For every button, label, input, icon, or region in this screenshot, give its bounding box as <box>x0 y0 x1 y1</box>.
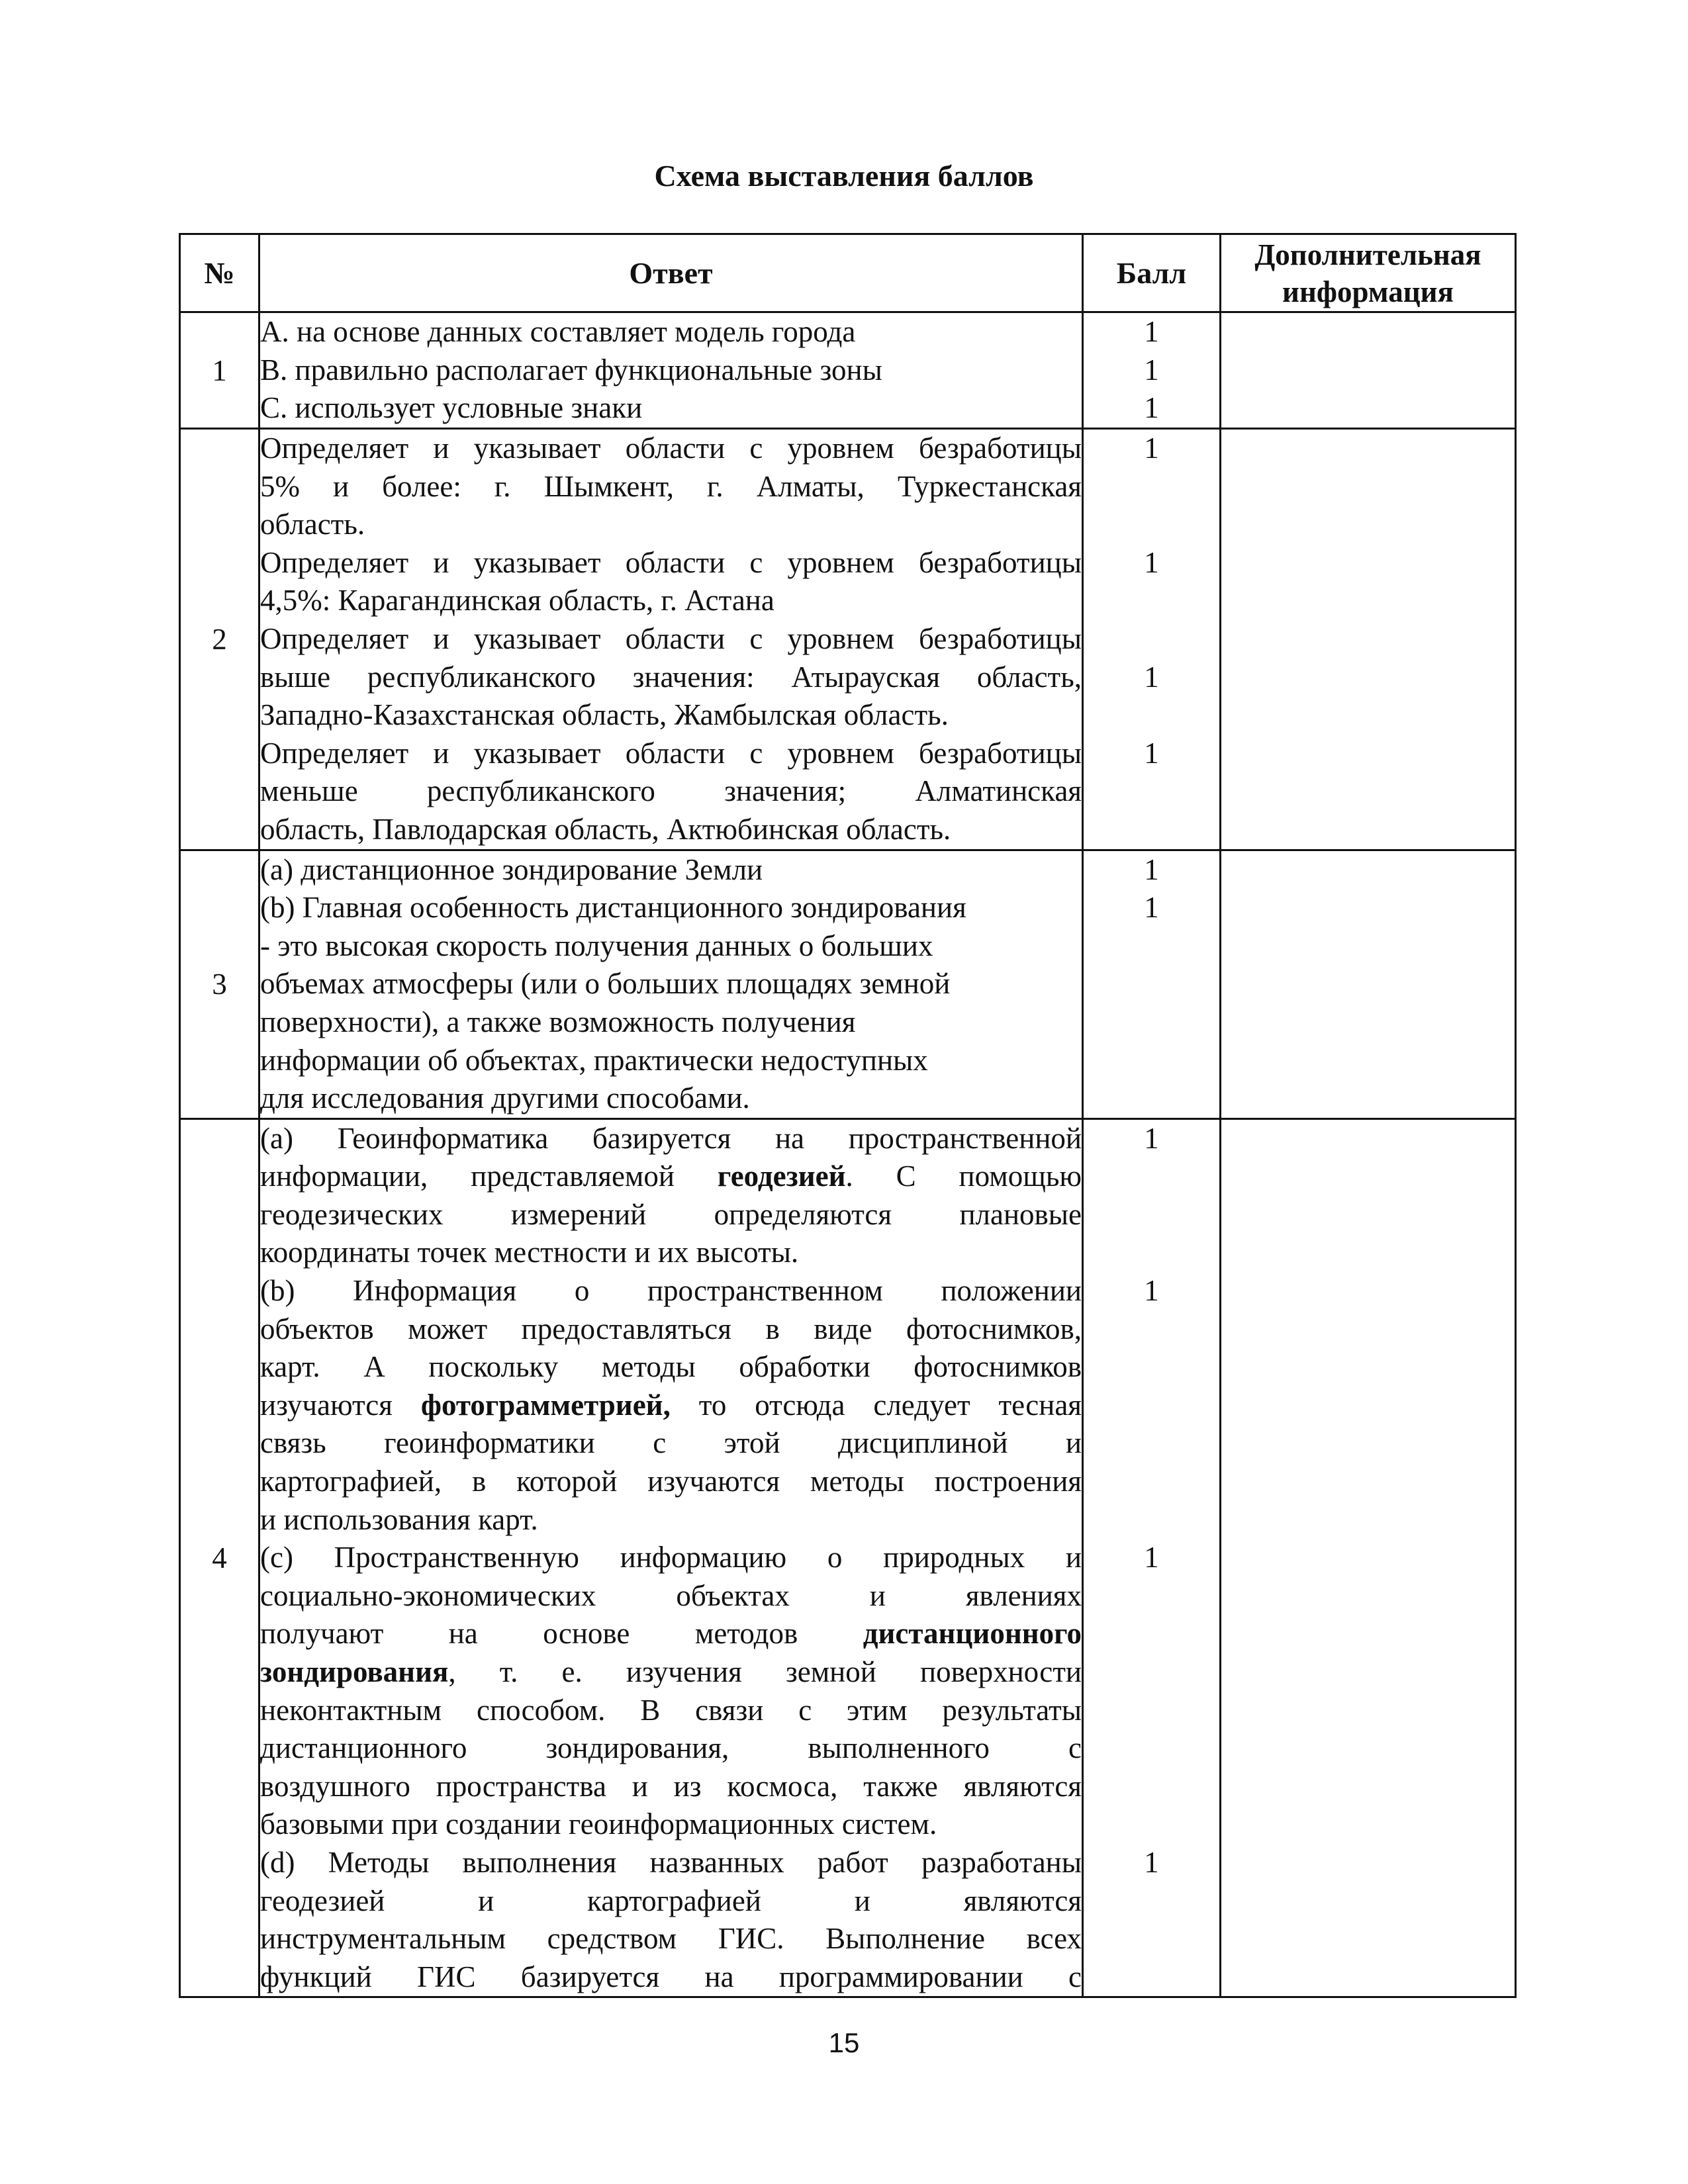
answer-line: С. использует условные знаки <box>260 391 643 425</box>
point-value: 1 <box>1144 391 1159 425</box>
answer-line: выше республиканского значения: Атырауская область, <box>260 660 1082 694</box>
point-value: 1 <box>1144 1121 1159 1155</box>
bold-term: зондирования <box>260 1655 449 1688</box>
point-value: 1 <box>1144 660 1159 694</box>
answer-line: Определяет и указывает области с уровнем безработицы <box>260 621 1082 655</box>
answer-line: Определяет и указывает области с уровнем безработицы <box>260 545 1082 579</box>
answer-line: функций ГИС базируется на программировании с <box>260 1960 1082 1993</box>
table-row <box>180 850 1516 1118</box>
header-additional-line2: информация <box>1282 275 1454 308</box>
answer-line: получают на основе методов дистанционного <box>260 1617 1082 1651</box>
header-num: № <box>180 234 259 312</box>
point-value: 1 <box>1144 315 1159 348</box>
answer-line: неконтактным способом. В связи с этим результаты <box>260 1693 1082 1727</box>
bold-term: дистанционного <box>863 1617 1082 1651</box>
answer-cell <box>259 1118 1083 1997</box>
row-number: 4 <box>180 1118 259 1997</box>
row-number: 2 <box>180 429 259 850</box>
additional-cell <box>1221 429 1516 850</box>
answer-line: (с) Пространственную информацию о природных и <box>260 1541 1082 1574</box>
answer-line: (b) Главная особенность дистанционного зондирования <box>260 891 966 925</box>
answer-line: и использования карт. <box>260 1502 538 1536</box>
answer-line: базовыми при создании геоинформационных систем. <box>260 1807 937 1841</box>
point-value: 1 <box>1144 852 1159 886</box>
page-number: 15 <box>828 2027 860 2058</box>
answer-line: дистанционного зондирования, выполненного с <box>260 1731 1082 1765</box>
points-cell <box>1083 312 1221 429</box>
answer-line: объемах атмосферы (или о больших площадях земной <box>260 967 951 1001</box>
answer-cell <box>259 850 1083 1118</box>
answer-line: меньше республиканского значения; Алматинская <box>260 774 1082 808</box>
answer-line: инструментальным средством ГИС. Выполнение всех <box>260 1922 1082 1956</box>
points-cell <box>1083 429 1221 850</box>
answer-line: (d) Методы выполнения названных работ разработаны <box>260 1845 1082 1879</box>
answer-line: поверхности), а также возможность получения <box>260 1005 856 1038</box>
answer-line: картографией, в которой изучаются методы построения <box>260 1465 1082 1498</box>
points-cell <box>1083 1118 1221 1997</box>
point-value: 1 <box>1144 545 1159 579</box>
table-row <box>180 429 1516 850</box>
additional-cell <box>1221 1118 1516 1997</box>
answer-line: 5% и более: г. Шымкент, г. Алматы, Туркестанская <box>260 469 1082 503</box>
answer-line: геодезических измерений определяются плановые <box>260 1197 1082 1231</box>
answer-line: координаты точек местности и их высоты. <box>260 1236 799 1269</box>
point-value: 1 <box>1144 1274 1159 1308</box>
answer-line: геодезией и картографией и являются <box>260 1884 1082 1917</box>
bold-term: фотограмметрией, <box>420 1388 671 1422</box>
answer-line: социально-экономических объектах и явлениях <box>260 1578 1082 1612</box>
answer-line: зондирования, т. е. изучения земной поверхности <box>260 1655 1082 1688</box>
answer-line: Определяет и указывает области с уровнем безработицы <box>260 736 1082 770</box>
answer-line: А. на основе данных составляет модель города <box>260 315 856 348</box>
answer-line: карт. А поскольку методы обработки фотоснимков <box>260 1350 1082 1384</box>
additional-cell <box>1221 850 1516 1118</box>
additional-cell <box>1221 312 1516 429</box>
answer-line: информации, представляемой геодезией. С помощью <box>260 1160 1082 1193</box>
answer-line: объектов может предоставляться в виде фотоснимков, <box>260 1312 1082 1345</box>
answer-line: для исследования другими способами. <box>260 1081 750 1115</box>
point-value: 1 <box>1144 432 1159 465</box>
answer-line: Западно-Казахстанская область, Жамбылская область. <box>260 698 949 732</box>
answer-line: область, Павлодарская область, Актюбинская область. <box>260 812 951 846</box>
point-value: 1 <box>1144 1845 1159 1879</box>
row-number: 1 <box>180 312 259 429</box>
answer-cell <box>259 429 1083 850</box>
answer-line: (а) Геоинформатика базируется на пространственной <box>260 1121 1082 1155</box>
answer-line: (а) дистанционное зондирование Земли <box>260 852 763 886</box>
answer-line: (b) Информация о пространственном положении <box>260 1274 1082 1308</box>
header-additional <box>1221 234 1516 312</box>
answer-line: область. <box>260 508 365 541</box>
table-row <box>180 1118 1516 1997</box>
header-additional-line1: Дополнительная <box>1254 238 1481 271</box>
answer-line: - это высокая скорость получения данных о больших <box>260 929 933 962</box>
header-points: Балл <box>1083 234 1221 312</box>
point-value: 1 <box>1144 891 1159 925</box>
bold-term: геодезией <box>717 1160 846 1193</box>
table-row <box>180 312 1516 429</box>
scoring-table <box>179 233 1517 1998</box>
answer-line: изучаются фотограмметрией, то отсюда следует тесная <box>260 1388 1082 1422</box>
point-value: 1 <box>1144 353 1159 387</box>
answer-line: 4,5%: Карагандинская область, г. Астана <box>260 584 774 617</box>
row-number: 3 <box>180 850 259 1118</box>
point-value: 1 <box>1144 736 1159 770</box>
point-value: 1 <box>1144 1541 1159 1574</box>
answer-line: связь геоинформатики с этой дисциплиной и <box>260 1426 1082 1460</box>
answer-line: В. правильно располагает функциональные зоны <box>260 353 882 387</box>
answer-line: Определяет и указывает области с уровнем безработицы <box>260 432 1082 465</box>
points-cell <box>1083 850 1221 1118</box>
answer-line: информации об объектах, практически недоступных <box>260 1043 928 1077</box>
header-answer: Ответ <box>259 234 1083 312</box>
answer-cell <box>259 312 1083 429</box>
answer-line: воздушного пространства и из космоса, также являются <box>260 1769 1082 1803</box>
page-title: Схема выставления баллов <box>654 159 1034 193</box>
table-header-row <box>180 234 1516 312</box>
